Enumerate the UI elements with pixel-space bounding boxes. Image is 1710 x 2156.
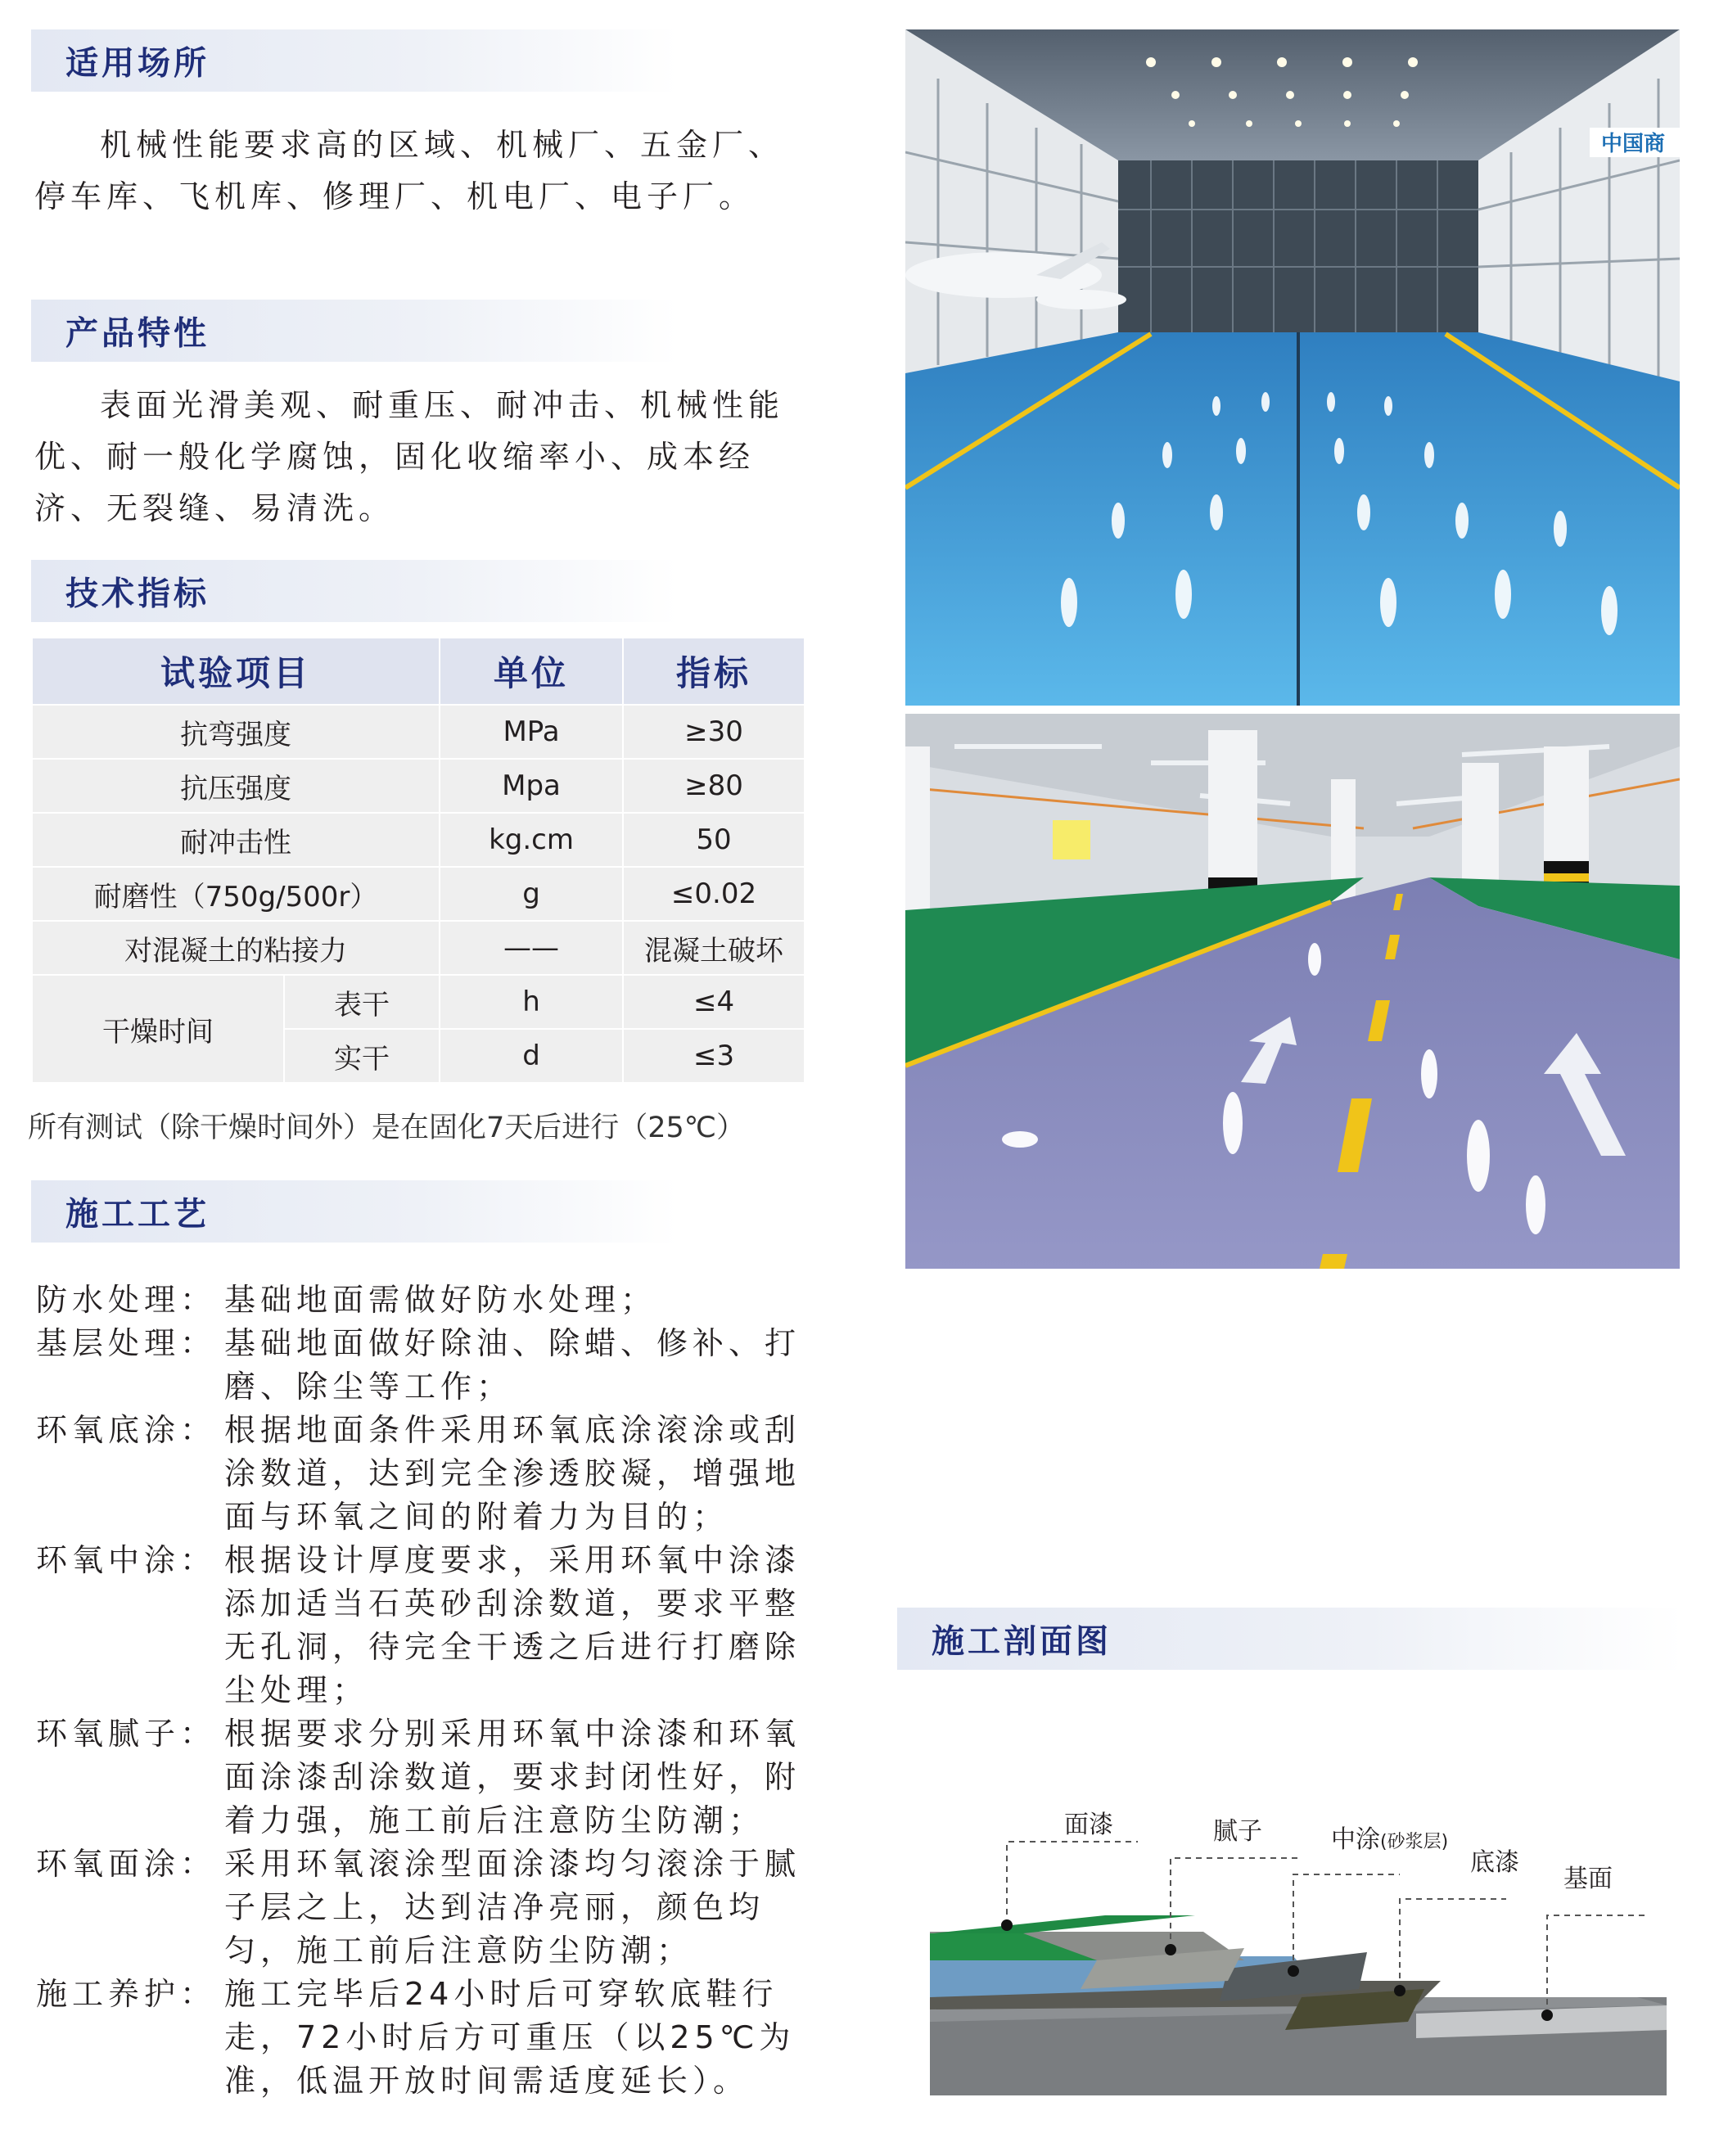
section-title-features: 产品特性 <box>65 314 210 353</box>
process-step <box>36 1539 822 1712</box>
table-cell-unit: d <box>440 1029 623 1083</box>
table-cell-item: 抗压强度 <box>32 759 440 813</box>
section-title-usage: 适用场所 <box>65 44 210 83</box>
section-heading-features <box>31 300 678 362</box>
process-step-label: 环氧底涂： <box>36 1412 217 1448</box>
table-cell-value: ≤4 <box>623 975 805 1029</box>
diagram-label-primer: 底漆 <box>1470 1848 1519 1877</box>
table-row <box>32 813 805 867</box>
usage-text: 机械性能要求高的区域、机械厂、五金厂、停车库、飞机库、修理厂、机电厂、电子厂。 <box>34 127 785 214</box>
section-heading-process <box>31 1180 678 1243</box>
process-step <box>36 1279 822 1322</box>
process-step-label: 防水处理： <box>36 1282 217 1318</box>
diagram-label-base: 基面 <box>1563 1865 1613 1893</box>
process-step-label: 环氧腻子： <box>36 1716 217 1752</box>
diagram-label-middle: 中涂(砂浆层) <box>1331 1825 1449 1854</box>
spec-table <box>31 637 805 1084</box>
table-row <box>32 867 805 921</box>
process-step-text: 施工完毕后24小时后可穿软底鞋行走，72小时后方可重压（以25℃为准，低温开放时间需适度延长）。 <box>224 1976 796 2099</box>
table-cell-item: 耐磨性（750g/500r） <box>32 867 440 921</box>
table-cell-value: ≥80 <box>623 759 805 813</box>
section-title-diagram: 施工剖面图 <box>932 1622 1112 1661</box>
process-step-text: 根据地面条件采用环氧底涂滚涂或刮涂数道，达到完全渗透胶凝，增强地面与环氧之间的附着力为目的； <box>224 1412 801 1535</box>
diagram-label-topcoat: 面漆 <box>1064 1811 1113 1839</box>
table-header-row <box>32 638 805 705</box>
diagram-label-putty: 腻子 <box>1213 1817 1262 1846</box>
process-step-text: 基础地面需做好防水处理； <box>224 1282 657 1318</box>
process-step <box>36 1973 822 2103</box>
section-heading-diagram <box>897 1608 1683 1670</box>
process-step-text: 采用环氧滚涂型面涂漆均匀滚涂于腻子层之上，达到洁净亮丽，颜色均匀，施工前后注意防尘防潮； <box>224 1846 801 1969</box>
parking-floor-photo <box>905 714 1680 1269</box>
table-cell-value: ≤0.02 <box>623 867 805 921</box>
section-heading-usage <box>31 29 678 92</box>
table-cell-unit: h <box>440 975 623 1029</box>
table-cell-item: 对混凝土的粘接力 <box>32 921 440 975</box>
table-cell-unit: MPa <box>440 705 623 759</box>
features-text: 表面光滑美观、耐重压、耐冲击、机械性能优、耐一般化学腐蚀，固化收缩率小、成本经济、无裂缝、易清洗。 <box>34 387 785 526</box>
table-cell-item-drying: 干燥时间 <box>32 975 284 1083</box>
process-step-label: 环氧中涂： <box>36 1542 217 1578</box>
table-cell-unit: kg.cm <box>440 813 623 867</box>
table-header-unit: 单位 <box>440 638 623 705</box>
spec-note: 所有测试（除干燥时间外）是在固化7天后进行（25℃） <box>28 1112 746 1144</box>
table-cell-unit: —— <box>440 921 623 975</box>
table-cell-item: 抗弯强度 <box>32 705 440 759</box>
process-step-text: 基础地面做好除油、除蜡、修补、打磨、除尘等工作； <box>224 1325 801 1405</box>
process-step-label: 基层处理： <box>36 1325 217 1361</box>
table-cell-value: 50 <box>623 813 805 867</box>
table-row <box>32 975 805 1029</box>
hangar-floor-photo <box>905 29 1680 706</box>
table-header-value: 指标 <box>623 638 805 705</box>
process-step <box>36 1322 822 1409</box>
process-list <box>36 1279 822 2103</box>
process-step-text: 根据设计厚度要求，采用环氧中涂漆添加适当石英砂刮涂数道，要求平整无孔洞，待完全干透之后进行打磨除尘处理； <box>224 1542 801 1708</box>
section-title-specs: 技术指标 <box>65 575 210 613</box>
table-row <box>32 921 805 975</box>
table-cell-subitem: 实干 <box>284 1029 440 1083</box>
floor-section-diagram <box>900 1752 1686 2128</box>
table-cell-value: ≥30 <box>623 705 805 759</box>
table-cell-subitem: 表干 <box>284 975 440 1029</box>
table-row <box>32 759 805 813</box>
process-step-label: 环氧面涂： <box>36 1846 217 1882</box>
table-cell-unit: Mpa <box>440 759 623 813</box>
table-cell-unit: g <box>440 867 623 921</box>
process-step <box>36 1712 822 1843</box>
table-cell-value: 混凝土破坏 <box>623 921 805 975</box>
table-cell-item: 耐冲击性 <box>32 813 440 867</box>
table-cell-value: ≤3 <box>623 1029 805 1083</box>
table-header-item: 试验项目 <box>32 638 440 705</box>
section-heading-specs <box>31 560 678 622</box>
table-row <box>32 705 805 759</box>
diagram-label-middle-note: (砂浆层) <box>1380 1832 1449 1852</box>
section-title-process: 施工工艺 <box>65 1195 210 1234</box>
process-step <box>36 1409 822 1539</box>
hangar-sign-text: 中国商 <box>1601 132 1666 156</box>
process-step-text: 根据要求分别采用环氧中涂漆和环氧面涂漆刮涂数道，要求封闭性好，附着力强，施工前后注意防尘防潮； <box>224 1716 801 1838</box>
process-step-label: 施工养护： <box>36 1976 217 2012</box>
process-step <box>36 1843 822 1973</box>
